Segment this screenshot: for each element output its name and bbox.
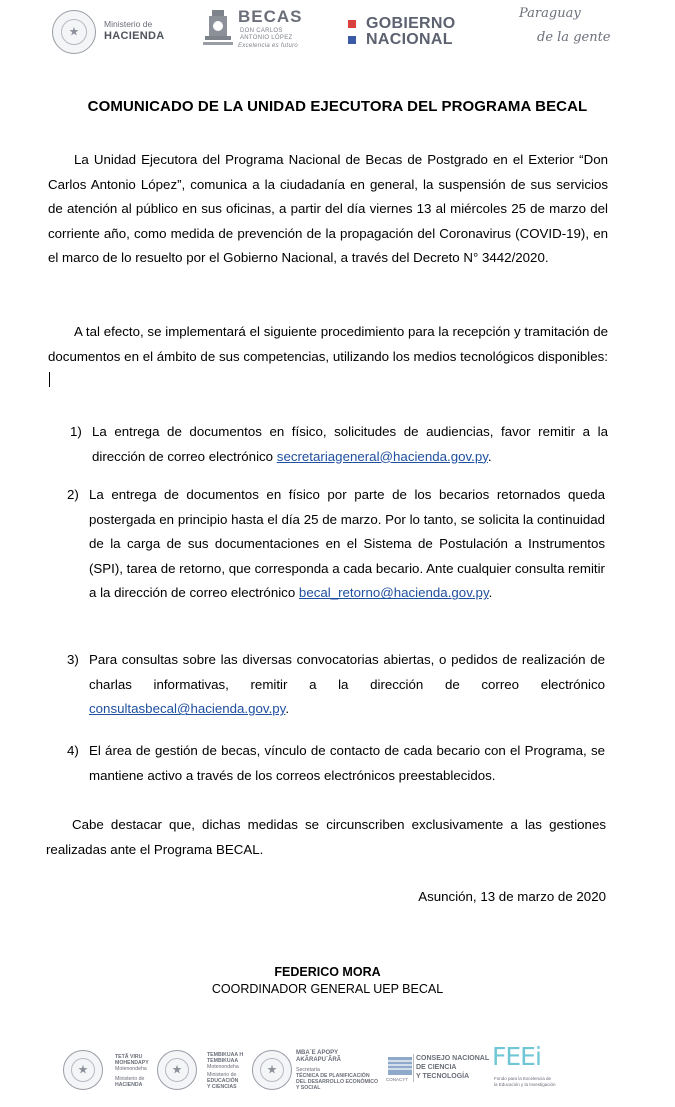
place-date: Asunción, 13 de marzo de 2020 [418,889,606,904]
document-title: COMUNICADO DE LA UNIDAD EJECUTORA DEL PROGRAMA BECAL [87,98,588,115]
becas-logo-title: BECAS [238,7,303,26]
conacyt-abbr: CONACYT [386,1077,409,1082]
list-item-4-number: 4) [67,743,79,758]
footer-educacion-guarani-1: TEMBIKUAA H [207,1052,244,1058]
becas-tower-icon [203,8,233,50]
conacyt-divider [413,1054,414,1082]
paragraph-closing: Cabe destacar que, dichas medidas se circunscriben exclusivamente a las gestiones realizadas ante el Programa BECAL. [46,817,606,857]
footer-seal-hacienda-icon [63,1050,103,1090]
gobierno-line2: NACIONAL [366,31,453,48]
conacyt-line2: DE CIENCIA [416,1064,457,1071]
footer-educacion-small: Ministerio de [207,1072,237,1078]
ministerio-hacienda-big: HACIENDA [104,30,165,42]
list-item-3-text: Para consultas sobre las diversas convocatorias abiertas, o pedidos de realización de charlas informativas, remitir a la dirección de correo electrónico [89,652,605,692]
header-logos [0,0,675,70]
feei-tagline-2: la Educación y la Investigación [494,1082,556,1087]
gobierno-line1: GOBIERNO [366,15,456,32]
footer-hacienda-big: HACIENDA [115,1082,143,1088]
paragraph-intro: La Unidad Ejecutora del Programa Nacional de Becas de Postgrado en el Exterior “Don Carlos Antonio López”, comunica a la ciudadanía en general, la suspensión de sus servicios de atención al público en sus oficinas, a partir del día viernes 13 al miércoles 25 de marzo del corriente año, como medida de prevención de la propagación del Coronavirus (COVID-19), en el marco de lo resuelto por el Gobierno Nacional, a través del Decreto N° 3442/2020. [48,152,608,266]
footer-educacion-big2: Y CIENCIAS [207,1084,237,1090]
feei-tagline-1: Fondo para la Excelencia de [494,1076,552,1081]
list-item-3 [89,648,605,722]
ministerio-hacienda-small: Ministerio de [104,19,153,29]
list-item-1-tail: . [487,448,492,464]
footer-stp-guarani-1: MBA´E APOPY [296,1050,339,1056]
becas-logo-line2: ANTONIO LÓPEZ [240,35,293,41]
list-item-3-number: 3) [67,652,79,667]
email-link-secretariageneral[interactable]: secretariageneral@hacienda.gov.py [276,448,488,464]
footer-stp-line4: Y SOCIAL [296,1085,321,1091]
footer-stp-line3: DEL DESARROLLO ECONÓMICO [296,1079,379,1085]
footer-seal-stp-icon [252,1050,292,1090]
list-item-1-number: 1) [70,424,82,439]
email-link-consultasbecal[interactable]: consultasbecal@hacienda.gov.py [89,701,286,717]
conacyt-line1: CONSEJO NACIONAL [416,1055,490,1062]
signer-name: FEDERICO MORA [274,965,381,979]
footer-stp-guarani-2: AKÃRAPU´ÃRÃ [296,1057,341,1063]
footer-hacienda-guarani-3: Motenondeha [115,1066,147,1072]
list-item-2-number: 2) [67,487,79,502]
footer-educacion-big1: EDUCACIÓN [207,1078,239,1084]
footer-stp-line1: Secretaría [296,1067,320,1073]
feei-logo: FEEi [492,1042,541,1071]
footer-stp-line2: TÉCNICA DE PLANIFICACIÓN [296,1073,370,1079]
footer-hacienda-guarani-1: TETÃ VIRU [115,1054,143,1060]
footer-educacion-guarani-3: Motenondeha [207,1064,239,1070]
text-cursor [49,372,50,387]
gobierno-blue-square-icon [348,36,356,44]
paraguay-gente-line1: Paraguay [519,6,581,21]
list-item-2 [89,483,605,606]
footer-hacienda-small: Ministerio de [115,1076,145,1082]
footer-seal-educacion-icon [157,1050,197,1090]
list-item-2-tail: . [488,585,493,601]
paragraph-procedure [48,320,608,394]
list-item-1 [92,420,608,469]
list-item-2-text: La entrega de documentos en físico por parte de los becarios retornados queda postergada en principio hasta el día 25 de marzo. Por lo tanto, se solicita la continuidad de la carga de sus documentaciones en el Sistema de Postulación a Instrumentos (SPI), tarea de retorno, que corresponda a cada becario. Ante cualquier consulta remitir a la dirección de correo electrónico [89,487,605,601]
conacyt-line3: Y TECNOLOGÍA [416,1073,470,1080]
paraguay-seal-icon [52,10,96,54]
list-item-4 [89,739,605,788]
conacyt-logo-icon [388,1057,412,1075]
footer-hacienda-guarani-2: MOHENDAPY [115,1060,149,1066]
list-item-1-text: La entrega de documentos en físico, solicitudes de audiencias, favor remitir a la dirección de correo electrónico [92,424,608,464]
email-link-becal-retorno[interactable]: becal_retorno@hacienda.gov.py [298,585,489,601]
list-item-3-tail: . [285,701,290,717]
becas-logo-tagline: Excelencia es futuro [238,43,299,49]
becas-logo-line1: DON CARLOS [240,28,283,34]
paragraph-procedure-text: A tal efecto, se implementará el siguiente procedimiento para la recepción y tramitación de documentos en el ámbito de sus competencias, utilizando los medios tecnológicos disponibles: [48,324,608,364]
list-item-4-text: El área de gestión de becas, vínculo de contacto de cada becario con el Programa, se mantiene activo a través de los correos electrónicos preestablecidos. [89,743,605,783]
paraguay-gente-line2: de la gente [537,30,611,45]
gobierno-red-square-icon [348,20,356,28]
signer-role: COORDINADOR GENERAL UEP BECAL [211,982,444,996]
footer-educacion-guarani-2: TEMBIKUAA [207,1058,239,1064]
